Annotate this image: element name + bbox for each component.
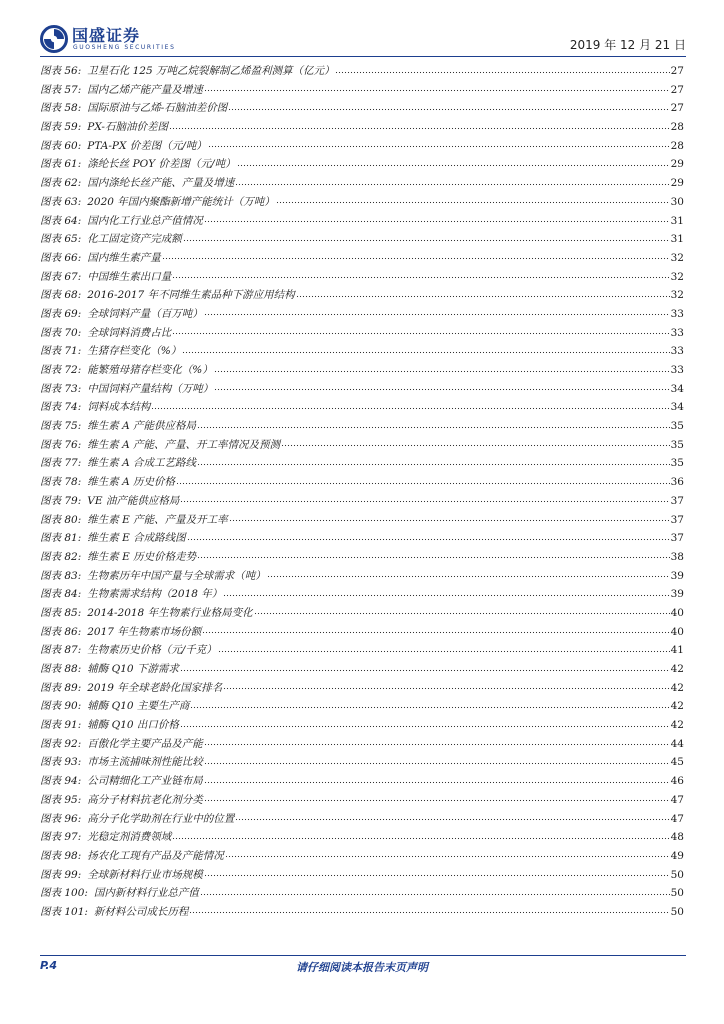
toc-dot-leader xyxy=(223,587,669,598)
toc-entry-label: 图表 77: xyxy=(40,457,82,470)
toc-entry-title: 扬农化工现有产品及产能情况 xyxy=(87,849,224,862)
toc-entry-title: 生物素历年中国产量与全球需求（吨） xyxy=(87,569,266,582)
toc-entry-title: 市场主流捕味剂性能比较 xyxy=(87,756,203,769)
toc-entry[interactable] xyxy=(40,623,684,642)
toc-entry-label: 图表 93: xyxy=(40,756,82,769)
toc-entry-label: 图表 75: xyxy=(40,420,82,433)
toc-entry[interactable] xyxy=(40,847,684,866)
toc-entry-page: 28 xyxy=(670,139,684,152)
toc-dot-leader xyxy=(235,176,669,187)
toc-entry[interactable] xyxy=(40,529,684,548)
toc-entry-title: VE 油产能供应格局 xyxy=(87,494,180,507)
toc-entry-page: 47 xyxy=(670,793,684,806)
toc-entry[interactable] xyxy=(40,118,684,137)
toc-entry-label: 图表 78: xyxy=(40,476,82,489)
toc-dot-leader xyxy=(169,120,670,131)
toc-entry-label: 图表 74: xyxy=(40,401,82,414)
figure-index-list xyxy=(40,62,684,922)
toc-entry-title: 2020 年国内聚酯新增产能统计（万吨） xyxy=(87,195,275,208)
toc-entry-label: 图表 72: xyxy=(40,364,82,376)
toc-dot-leader xyxy=(204,867,670,878)
toc-entry-title: 中国维生素出口量 xyxy=(87,270,172,283)
toc-dot-leader xyxy=(204,792,670,803)
toc-entry-label: 图表 89: xyxy=(40,681,82,694)
toc-entry-page: 35 xyxy=(670,457,684,470)
toc-entry-title: 高分子材料抗老化剂分类 xyxy=(87,793,203,806)
toc-entry[interactable] xyxy=(40,810,684,829)
toc-dot-leader xyxy=(197,549,670,560)
toc-entry[interactable] xyxy=(40,473,684,492)
toc-entry-title: 涤纶长丝 POY 价差图（元/吨） xyxy=(87,158,236,171)
toc-entry[interactable] xyxy=(40,679,684,698)
toc-entry-label: 图表 67: xyxy=(40,270,82,283)
toc-entry-page: 42 xyxy=(670,663,684,675)
toc-dot-leader xyxy=(180,718,670,729)
toc-entry[interactable] xyxy=(40,884,684,903)
toc-entry-title: 能繁殖母猪存栏变化（%） xyxy=(87,364,213,376)
toc-entry-page: 39 xyxy=(670,569,684,582)
toc-entry-label: 图表 91: xyxy=(40,719,82,732)
toc-entry-title: 新材料公司成长历程 xyxy=(93,905,189,918)
toc-entry-title: 2017 年生物素市场份额 xyxy=(87,625,202,638)
toc-entry-label: 图表 81: xyxy=(40,532,82,545)
toc-entry-label: 图表 62: xyxy=(40,177,82,190)
toc-dot-leader xyxy=(296,288,670,299)
toc-entry-page: 37 xyxy=(670,532,684,545)
toc-entry-page: 33 xyxy=(670,345,684,358)
toc-dot-leader xyxy=(254,605,670,616)
toc-entry-page: 40 xyxy=(670,625,684,638)
toc-entry[interactable] xyxy=(40,62,684,81)
toc-entry-label: 图表 58: xyxy=(40,102,82,115)
toc-entry-page: 27 xyxy=(670,65,684,77)
toc-entry-page: 49 xyxy=(670,849,684,862)
toc-entry[interactable] xyxy=(40,249,684,268)
toc-dot-leader xyxy=(267,568,670,579)
toc-entry-page: 27 xyxy=(670,83,684,96)
toc-entry-page: 34 xyxy=(670,401,684,414)
toc-dot-leader xyxy=(218,643,670,654)
toc-entry-label: 图表 70: xyxy=(40,326,82,339)
toc-entry-title: 国内新材料行业总产值 xyxy=(93,887,199,900)
toc-entry[interactable] xyxy=(40,305,684,324)
toc-entry-page: 35 xyxy=(670,438,684,451)
footer-divider xyxy=(40,955,686,956)
toc-entry-title: 生物素需求结构（2018 年） xyxy=(87,588,223,601)
toc-entry[interactable] xyxy=(40,436,684,455)
toc-entry-title: 全球饲料消费占比 xyxy=(87,326,172,339)
toc-entry-title: 卫星石化 125 万吨乙烷裂解制乙烯盈利测算（亿元） xyxy=(87,65,335,77)
toc-dot-leader xyxy=(190,699,669,710)
toc-entry-label: 图表 97: xyxy=(40,831,82,844)
toc-entry-label: 图表 88: xyxy=(40,663,82,675)
toc-entry-label: 图表 101: xyxy=(40,905,88,918)
toc-entry-page: 31 xyxy=(670,214,684,227)
toc-entry[interactable] xyxy=(40,398,684,417)
header-divider xyxy=(40,56,686,57)
toc-dot-leader xyxy=(204,774,670,785)
toc-entry-title: 生物素历史价格（元/千克） xyxy=(87,644,217,657)
toc-entry-title: 光稳定剂消费领域 xyxy=(87,831,172,844)
toc-entry-label: 图表 100: xyxy=(40,887,88,900)
toc-entry-page: 32 xyxy=(670,251,684,264)
toc-entry-label: 图表 60: xyxy=(40,139,82,152)
toc-dot-leader xyxy=(229,512,670,523)
toc-dot-leader xyxy=(200,886,670,897)
toc-entry-title: 百傲化学主要产品及产能 xyxy=(87,737,203,750)
toc-entry[interactable] xyxy=(40,212,684,231)
toc-entry-label: 图表 64: xyxy=(40,214,82,227)
toc-entry-label: 图表 95: xyxy=(40,793,82,806)
toc-dot-leader xyxy=(204,82,670,93)
toc-entry[interactable] xyxy=(40,454,684,473)
toc-entry-label: 图表 76: xyxy=(40,438,82,451)
toc-entry-title: 2014-2018 年生物素行业格局变化 xyxy=(87,606,253,619)
toc-entry-page: 36 xyxy=(670,476,684,489)
toc-entry-page: 32 xyxy=(670,270,684,283)
toc-entry[interactable] xyxy=(40,137,684,156)
toc-entry-label: 图表 68: xyxy=(40,289,82,302)
toc-dot-leader xyxy=(223,680,669,691)
toc-entry-page: 42 xyxy=(670,681,684,694)
page-header xyxy=(40,22,686,56)
toc-dot-leader xyxy=(182,344,669,355)
toc-dot-leader xyxy=(180,662,670,673)
toc-dot-leader xyxy=(197,456,670,467)
toc-dot-leader xyxy=(204,755,670,766)
toc-entry-title: PTA-PX 价差图（元/吨） xyxy=(87,139,207,152)
toc-entry-title: 公司精细化工产业链布局 xyxy=(87,775,203,788)
toc-entry-page: 29 xyxy=(670,158,684,171)
toc-dot-leader xyxy=(276,194,670,205)
toc-entry-page: 30 xyxy=(670,195,684,208)
toc-entry-title: 国内乙烯产能产量及增速 xyxy=(87,83,203,96)
toc-entry[interactable] xyxy=(40,268,684,287)
toc-entry[interactable] xyxy=(40,81,684,100)
toc-entry-page: 32 xyxy=(670,289,684,302)
toc-dot-leader xyxy=(172,325,669,336)
toc-entry-page: 42 xyxy=(670,719,684,732)
toc-dot-leader xyxy=(172,269,669,280)
toc-entry-page: 33 xyxy=(670,326,684,339)
toc-entry-page: 37 xyxy=(670,513,684,526)
toc-entry-page: 31 xyxy=(670,233,684,246)
toc-entry[interactable] xyxy=(40,903,684,922)
toc-dot-leader xyxy=(151,400,669,411)
toc-dot-leader xyxy=(214,381,669,392)
toc-entry-page: 39 xyxy=(670,588,684,601)
toc-dot-leader xyxy=(335,64,669,75)
toc-entry-page: 38 xyxy=(670,550,684,563)
toc-entry-label: 图表 80: xyxy=(40,513,82,526)
toc-entry-label: 图表 69: xyxy=(40,307,82,320)
toc-entry-label: 图表 99: xyxy=(40,868,82,881)
toc-dot-leader xyxy=(281,437,670,448)
toc-entry-label: 图表 57: xyxy=(40,83,82,96)
toc-entry[interactable] xyxy=(40,342,684,361)
toc-entry-page: 46 xyxy=(670,775,684,788)
toc-entry-label: 图表 63: xyxy=(40,195,82,208)
toc-entry-title: 辅酶 Q10 出口价格 xyxy=(87,719,179,732)
toc-dot-leader xyxy=(189,904,669,915)
toc-entry-page: 44 xyxy=(670,737,684,750)
toc-entry[interactable] xyxy=(40,361,684,380)
toc-entry-label: 图表 65: xyxy=(40,233,82,246)
page-number: P.4 xyxy=(40,959,58,972)
toc-entry-label: 图表 82: xyxy=(40,550,82,563)
toc-dot-leader xyxy=(225,848,670,859)
toc-dot-leader xyxy=(172,830,669,841)
toc-entry[interactable] xyxy=(40,791,684,810)
toc-entry-label: 图表 59: xyxy=(40,121,82,134)
toc-entry[interactable] xyxy=(40,99,684,118)
toc-entry[interactable] xyxy=(40,585,684,604)
toc-dot-leader xyxy=(197,419,670,430)
toc-entry-page: 41 xyxy=(670,644,684,657)
toc-entry[interactable] xyxy=(40,230,684,249)
toc-entry[interactable] xyxy=(40,604,684,623)
toc-entry-label: 图表 56: xyxy=(40,65,82,77)
toc-entry[interactable] xyxy=(40,324,684,343)
toc-entry-label: 图表 61: xyxy=(40,158,82,171)
toc-entry[interactable] xyxy=(40,567,684,586)
toc-dot-leader xyxy=(204,736,670,747)
toc-entry-title: 辅酶 Q10 主要生产商 xyxy=(87,700,190,713)
toc-entry-page: 34 xyxy=(670,382,684,395)
toc-entry[interactable] xyxy=(40,641,684,660)
toc-entry[interactable] xyxy=(40,511,684,530)
toc-entry[interactable] xyxy=(40,417,684,436)
toc-entry-page: 37 xyxy=(670,494,684,507)
toc-entry-title: 国际原油与乙烯-石脑油差价图 xyxy=(87,102,228,115)
toc-entry-page: 45 xyxy=(670,756,684,769)
toc-entry[interactable] xyxy=(40,735,684,754)
toc-entry-page: 48 xyxy=(670,831,684,844)
toc-entry[interactable] xyxy=(40,155,684,174)
toc-dot-leader xyxy=(202,624,669,635)
toc-dot-leader xyxy=(180,493,669,504)
toc-entry-title: 全球新材料行业市场规模 xyxy=(87,868,203,881)
toc-entry[interactable] xyxy=(40,174,684,193)
toc-entry-page: 47 xyxy=(670,812,684,825)
toc-entry-title: 2019 年全球老龄化国家排名 xyxy=(87,681,223,694)
toc-entry-title: 中国饲料产量结构（万吨） xyxy=(87,382,214,395)
toc-entry-page: 27 xyxy=(670,102,684,115)
toc-entry-page: 33 xyxy=(670,364,684,376)
toc-entry-title: 国内维生素产量 xyxy=(87,251,161,264)
toc-entry-label: 图表 94: xyxy=(40,775,82,788)
toc-dot-leader xyxy=(214,363,670,374)
toc-entry-label: 图表 84: xyxy=(40,588,82,601)
toc-entry-page: 28 xyxy=(670,121,684,134)
toc-entry-label: 图表 96: xyxy=(40,812,82,825)
toc-entry-label: 图表 66: xyxy=(40,251,82,264)
disclaimer-note: 请仔细阅读本报告末页声明 xyxy=(296,961,428,974)
toc-entry[interactable] xyxy=(40,753,684,772)
toc-entry-label: 图表 71: xyxy=(40,345,82,358)
toc-entry[interactable] xyxy=(40,193,684,212)
toc-entry[interactable] xyxy=(40,492,684,511)
toc-entry-title: 国内涤纶长丝产能、产量及增速 xyxy=(87,177,235,190)
logo-subtitle: GUOSHENG SECURITIES xyxy=(73,44,176,51)
toc-entry-title: 化工固定资产完成额 xyxy=(87,233,182,246)
toc-entry-title: 国内化工行业总产值情况 xyxy=(87,214,203,227)
toc-entry-label: 图表 83: xyxy=(40,569,82,582)
toc-entry-page: 50 xyxy=(670,887,684,900)
toc-entry-page: 33 xyxy=(670,307,684,320)
toc-dot-leader xyxy=(235,811,669,822)
toc-entry-label: 图表 86: xyxy=(40,625,82,638)
report-date: 2019 年 12 月 21 日 xyxy=(569,38,686,52)
toc-entry-label: 图表 79: xyxy=(40,494,82,507)
toc-entry-title: 2016-2017 年不同维生素品种下游应用结构 xyxy=(87,289,295,302)
logo-name: 国盛证券 xyxy=(72,26,141,45)
toc-entry-label: 图表 98: xyxy=(40,849,82,862)
toc-dot-leader xyxy=(237,157,670,168)
toc-entry-title: 维生素 E 产能、产量及开工率 xyxy=(87,513,228,526)
toc-dot-leader xyxy=(228,101,669,112)
toc-entry[interactable] xyxy=(40,828,684,847)
toc-entry-title: 维生素 A 产能、产量、开工率情况及预测 xyxy=(87,438,281,451)
toc-entry-label: 图表 90: xyxy=(40,700,82,713)
toc-dot-leader xyxy=(204,213,670,224)
toc-dot-leader xyxy=(208,138,670,149)
toc-entry-page: 50 xyxy=(670,868,684,881)
toc-dot-leader xyxy=(176,475,670,486)
toc-entry[interactable] xyxy=(40,660,684,679)
toc-entry[interactable] xyxy=(40,772,684,791)
toc-entry-title: PX-石脑油价差图 xyxy=(87,121,168,134)
toc-entry[interactable] xyxy=(40,716,684,735)
toc-entry-label: 图表 87: xyxy=(40,644,82,657)
toc-entry[interactable] xyxy=(40,286,684,305)
toc-dot-leader xyxy=(187,531,670,542)
toc-entry-page: 42 xyxy=(670,700,684,713)
logo-emblem-icon xyxy=(40,25,68,53)
toc-entry-title: 饲料成本结构 xyxy=(87,401,151,414)
toc-entry-label: 图表 92: xyxy=(40,737,82,750)
toc-entry-title: 维生素 A 产能供应格局 xyxy=(87,420,197,433)
toc-entry[interactable] xyxy=(40,697,684,716)
toc-dot-leader xyxy=(162,250,670,261)
toc-entry-label: 图表 73: xyxy=(40,382,82,395)
toc-entry-title: 全球饲料产量（百万吨） xyxy=(87,307,203,320)
toc-entry-label: 图表 85: xyxy=(40,606,82,619)
toc-entry-title: 维生素 A 历史价格 xyxy=(87,476,176,489)
toc-entry-title: 生猪存栏变化（%） xyxy=(87,345,182,358)
toc-entry-title: 维生素 A 合成工艺路线 xyxy=(87,457,197,470)
toc-entry[interactable] xyxy=(40,866,684,885)
toc-entry-page: 40 xyxy=(670,606,684,619)
toc-entry[interactable] xyxy=(40,548,684,567)
toc-entry-title: 辅酶 Q10 下游需求 xyxy=(87,663,179,675)
toc-entry-page: 50 xyxy=(670,905,684,918)
toc-entry[interactable] xyxy=(40,380,684,399)
toc-entry-page: 35 xyxy=(670,420,684,433)
toc-entry-title: 维生素 E 合成路线图 xyxy=(87,532,186,545)
toc-dot-leader xyxy=(183,232,670,243)
toc-entry-title: 维生素 E 历史价格走势 xyxy=(87,550,197,563)
toc-entry-title: 高分子化学助剂在行业中的位置 xyxy=(87,812,235,825)
toc-entry-page: 29 xyxy=(670,177,684,190)
toc-dot-leader xyxy=(204,306,670,317)
